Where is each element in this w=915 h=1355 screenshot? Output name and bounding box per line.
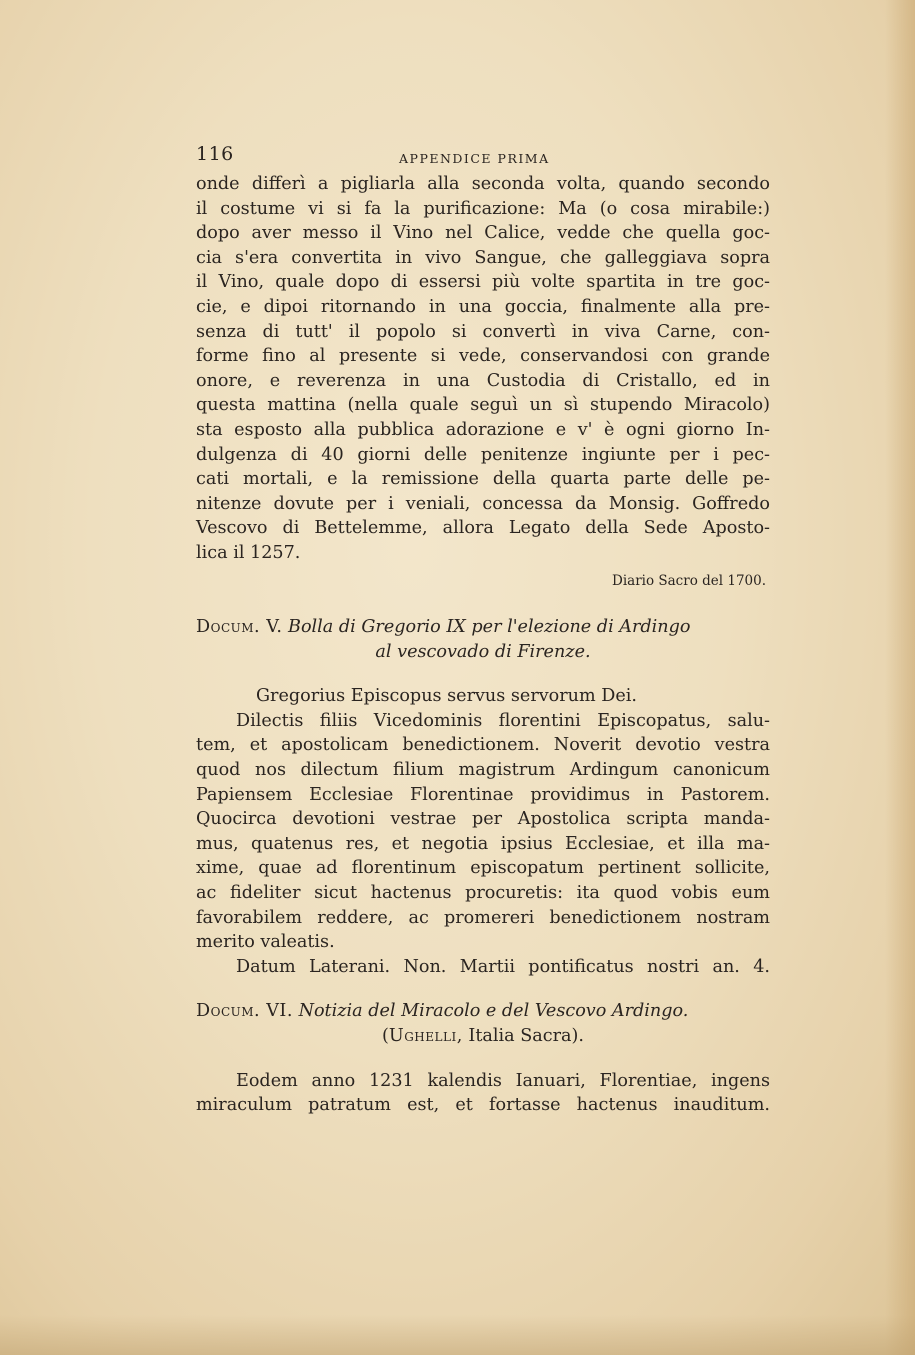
text-line: quod nos dilectum filium magistrum Ardingum canonicum — [196, 760, 770, 781]
text-line: tem, et apostolicam benedictionem. Noverit devotio vestra — [196, 735, 770, 756]
text-line: forme fino al presente si vede, conservandosi con grande — [196, 346, 770, 367]
doc-vi-label: Docum. VI. — [196, 1001, 293, 1022]
doc-v-body — [196, 684, 770, 979]
text-line: Quocirca devotioni vestrae per Apostolica scripta manda- — [196, 809, 770, 830]
text-line: il costume vi si fa la purificazione: Ma (o cosa mirabile:) — [196, 198, 770, 219]
text-line: sta esposto alla pubblica adorazione e v' è ogni giorno In- — [196, 419, 770, 440]
text-line: miraculum patratum est, et fortasse hactenus inauditum. — [196, 1095, 770, 1116]
salutation: Gregorius Episcopus servus servorum Dei. — [256, 686, 638, 707]
text-line: cie, e dipoi ritornando in una goccia, finalmente alla pre- — [196, 296, 770, 317]
running-head: APPENDICE PRIMA — [399, 151, 550, 166]
doc-v-title-line — [196, 615, 770, 640]
text-line: mus, quatenus res, et negotia ipsius Ecclesiae, et illa ma- — [196, 833, 770, 854]
text-line: il Vino, quale dopo di essersi più volte spartita in tre goc- — [196, 272, 770, 293]
doc-vi-source: (Ughelli, Italia Sacra). — [382, 1026, 584, 1046]
text-line: Eodem anno 1231 kalendis Ianuari, Florentiae, ingens — [236, 1070, 770, 1091]
text-line: nitenze dovute per i veniali, concessa da Monsig. Goffredo — [196, 493, 770, 514]
page-text — [196, 142, 770, 1118]
text-line: Dilectis filiis Vicedominis florentini Episcopatus, salu- — [236, 710, 770, 731]
text-line: merito valeatis. — [196, 932, 335, 953]
source-work: Italia Sacra — [468, 1026, 572, 1046]
text-line: dopo aver messo il Vino nel Calice, vedde che quella goc- — [196, 223, 770, 244]
datum-line: Datum Laterani. Non. Martii pontificatus nostri an. 4. — [236, 956, 770, 977]
page-header — [196, 142, 770, 170]
doc-vi-title: Notizia del Miracolo e del Vescovo Ardingo. — [298, 1001, 689, 1022]
page-bottom-shadow — [0, 1315, 915, 1355]
doc-v-heading — [196, 615, 770, 664]
doc-vi-heading — [196, 999, 770, 1048]
page-number: 116 — [196, 143, 234, 165]
text-line: favorabilem reddere, ac promereri benedictionem nostram — [196, 907, 770, 928]
page-edge-shadow — [885, 0, 915, 1355]
doc-v-label: Docum. V. — [196, 617, 283, 638]
source-author: Ughelli, — [388, 1026, 463, 1046]
text-line: dulgenza di 40 giorni delle penitenze ingiunte per i pec- — [196, 444, 770, 465]
text-line: ac fideliter sicut hactenus procuretis: ita quod vobis eum — [196, 883, 770, 904]
doc-v-title: Bolla di Gregorio IX per l'elezione di Ardingo — [288, 617, 691, 638]
text-line: senza di tutt' il popolo si convertì in viva Carne, con- — [196, 321, 770, 342]
paragraph-continuation — [196, 172, 770, 566]
doc-v-title-continued: al vescovado di Firenze. — [375, 641, 591, 662]
text-line: questa mattina (nella quale seguì un sì stupendo Miracolo) — [196, 395, 770, 416]
text-line: onore, e reverenza in una Custodia di Cristallo, ed in — [196, 370, 770, 391]
text-line: lica il 1257. — [196, 542, 301, 563]
text-line: cia s'era convertita in vivo Sangue, che galleggiava sopra — [196, 247, 770, 268]
source-citation: Diario Sacro del 1700. — [612, 572, 766, 589]
text-line: onde differì a pigliarla alla seconda volta, quando secondo — [196, 174, 770, 194]
text-line: xime, quae ad florentinum episcopatum pertinent sollicite, — [196, 858, 770, 879]
doc-vi-title-line — [196, 999, 770, 1024]
doc-vi-body — [196, 1069, 770, 1118]
text-line: Vescovo di Bettelemme, allora Legato della Sede Aposto- — [196, 518, 770, 539]
text-line: cati mortali, e la remissione della quarta parte delle pe- — [196, 469, 770, 490]
text-line: Papiensem Ecclesiae Florentinae providimus in Pastorem. — [196, 784, 770, 805]
